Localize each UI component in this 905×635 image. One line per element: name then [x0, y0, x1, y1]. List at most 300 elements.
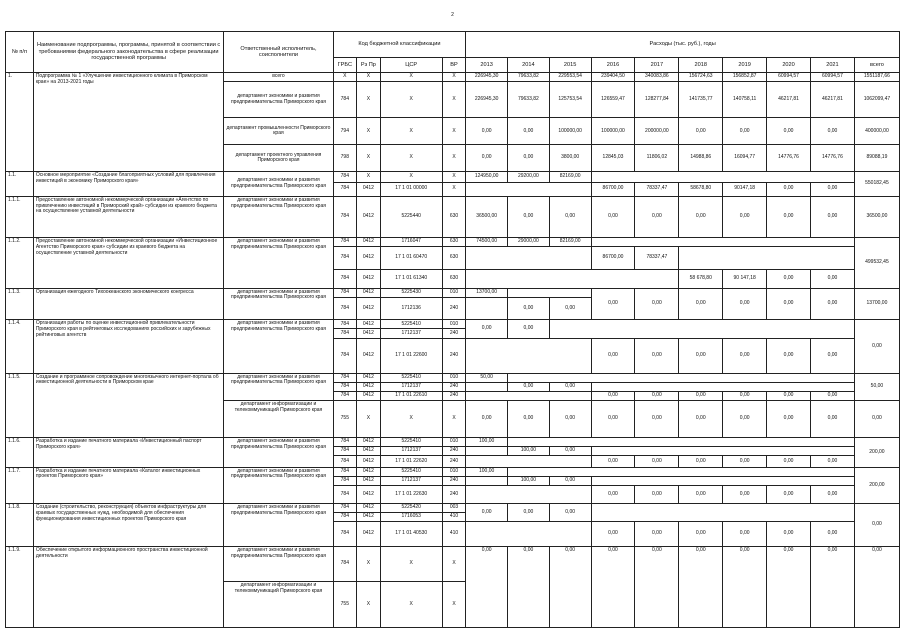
cell-value: 100,00 — [508, 476, 550, 485]
cell-grbs: 784 — [333, 329, 357, 338]
cell-grbs: 784 — [333, 320, 357, 329]
row-num: 1.1.6. — [6, 438, 34, 467]
cell-vr: 410 — [442, 522, 466, 547]
cell-value: 90147,18 — [723, 182, 767, 196]
cell-value: 100000,00 — [591, 118, 635, 145]
cell-value: 0,00 — [810, 456, 854, 467]
cell-value: 0,00 — [679, 400, 723, 437]
cell-rzpr: 0412 — [357, 438, 381, 447]
cell-empty — [466, 485, 591, 504]
cell-empty — [466, 297, 508, 320]
table-row — [6, 547, 900, 582]
row-executor: департамент промышленности Приморского края — [224, 118, 333, 145]
cell-csr: 5225440 — [380, 196, 442, 237]
cell-empty — [466, 247, 591, 270]
cell-vr: 010 — [442, 467, 466, 476]
cell-value: 100,00 — [508, 447, 550, 456]
cell-rzpr: X — [357, 118, 381, 145]
cell-csr: X — [380, 172, 442, 182]
cell-value: 226945,30 — [466, 82, 508, 118]
cell-total: 0,00 — [854, 320, 899, 373]
row-executor: департамент экономики и развития предпринимательства Приморского края — [224, 320, 333, 373]
row-num: 1.1.3. — [6, 288, 34, 320]
cell-csr: 5225410 — [380, 467, 442, 476]
cell-value: 0,00 — [591, 391, 635, 400]
row-num: 1.1.2. — [6, 238, 34, 288]
cell-value: 0,00 — [508, 118, 550, 145]
cell-rzpr: 0412 — [357, 373, 381, 382]
cell-value: 0,00 — [508, 297, 550, 320]
header-year: 2020 — [767, 58, 811, 73]
cell-vr: 240 — [442, 297, 466, 320]
header-year: 2021 — [810, 58, 854, 73]
cell-value: 82169,00 — [549, 238, 591, 247]
cell-rzpr: 0412 — [357, 182, 381, 196]
row-name: Создание (строительство, реконструкция) объектов инфраструктуры для краевых государственных нужд, необходимой для обеспечения функционирования инвестиционных проектов Приморского края — [33, 504, 224, 547]
cell-value: 0,00 — [635, 391, 679, 400]
cell-grbs: 784 — [333, 467, 357, 476]
cell-rzpr: 0412 — [357, 456, 381, 467]
cell-csr: X — [380, 145, 442, 172]
cell-csr: 1712137 — [380, 476, 442, 485]
cell-rzpr: 0412 — [357, 329, 381, 338]
cell-value: 100000,00 — [549, 118, 591, 145]
cell-value: 0,00 — [466, 320, 508, 338]
row-name: Создание и программное сопровождение многоязычного интернет-портала об инвестиционной деятельности в Приморском крае — [33, 373, 224, 438]
cell-empty — [466, 391, 591, 400]
cell-rzpr: 0412 — [357, 288, 381, 297]
row-executor: департамент экономики и развития предпринимательства Приморского края — [224, 373, 333, 400]
cell-total: 550182,45 — [854, 172, 899, 197]
cell-value: 0,00 — [723, 196, 767, 237]
cell-rzpr: 0412 — [357, 196, 381, 237]
cell-csr: 5225410 — [380, 373, 442, 382]
budget-table — [5, 31, 900, 628]
cell-total: 89088,19 — [854, 145, 899, 172]
cell-vr: 240 — [442, 485, 466, 504]
cell-total: 13700,00 — [854, 288, 899, 320]
cell-value: 0,00 — [508, 382, 550, 391]
cell-empty — [549, 320, 854, 338]
cell-value: 0,00 — [635, 547, 679, 628]
cell-grbs: 784 — [333, 456, 357, 467]
cell-value: 0,00 — [635, 288, 679, 320]
cell-value: 0,00 — [767, 118, 811, 145]
cell-vr: 630 — [442, 247, 466, 270]
cell-vr: 240 — [442, 329, 466, 338]
cell-value: 86700,00 — [591, 182, 635, 196]
row-num: 1.1.1. — [6, 196, 34, 237]
cell-grbs: 784 — [333, 504, 357, 513]
cell-csr: X — [380, 118, 442, 145]
table-row — [6, 172, 900, 182]
cell-total: 200,00 — [854, 438, 899, 467]
cell-rzpr: 0412 — [357, 297, 381, 320]
cell-value: 0,00 — [635, 338, 679, 373]
cell-total: 0,00 — [854, 504, 899, 547]
cell-value: 3800,00 — [549, 145, 591, 172]
cell-value: 0,00 — [549, 547, 591, 628]
cell-value: 0,00 — [591, 338, 635, 373]
cell-value: 0,00 — [679, 456, 723, 467]
cell-vr: 630 — [442, 196, 466, 237]
cell-grbs: 784 — [333, 82, 357, 118]
row-executor: департамент экономики и развития предпринимательства Приморского края — [224, 82, 333, 118]
cell-value: 0,00 — [767, 522, 811, 547]
cell-total: 1062099,47 — [854, 82, 899, 118]
cell-value: 36500,00 — [466, 196, 508, 237]
row-executor: всего — [224, 73, 333, 82]
row-executor: департамент экономики и развития предпринимательства Приморского края — [224, 196, 333, 237]
cell-value: 79633,82 — [508, 73, 550, 82]
cell-value: 46217,81 — [767, 82, 811, 118]
cell-value: 78337,47 — [635, 182, 679, 196]
cell-value: 0,00 — [679, 196, 723, 237]
header-name: Наименование подпрограммы, программы, принятой в соответствии с требованиями федерального законодательства в сфере реализации государственной программы — [33, 32, 224, 73]
header-csr: ЦСР — [380, 58, 442, 73]
row-name: Разработка и издание печатного материала «Инвестиционный паспорт Приморского края» — [33, 438, 224, 467]
cell-grbs: 784 — [333, 238, 357, 247]
cell-vr: 240 — [442, 476, 466, 485]
cell-csr: 17 1 01 22620 — [380, 456, 442, 467]
cell-value: 11806,02 — [635, 145, 679, 172]
header-year: 2014 — [508, 58, 550, 73]
cell-value: 126559,47 — [591, 82, 635, 118]
cell-value: 0,00 — [810, 338, 854, 373]
cell-value: 0,00 — [679, 522, 723, 547]
cell-value: 29000,00 — [508, 238, 550, 247]
table-row — [6, 504, 900, 513]
row-executor: департамент экономики и развития предпринимательства Приморского края — [224, 288, 333, 320]
cell-value: 0,00 — [679, 485, 723, 504]
cell-value: 0,00 — [549, 382, 591, 391]
cell-value: 0,00 — [810, 400, 854, 437]
cell-vr: 630 — [442, 270, 466, 289]
cell-value: 16094,77 — [723, 145, 767, 172]
cell-vr: 240 — [442, 391, 466, 400]
cell-grbs: 784 — [333, 513, 357, 522]
cell-value: 0,00 — [508, 504, 550, 522]
cell-empty — [508, 438, 855, 447]
cell-grbs: 784 — [333, 288, 357, 297]
cell-empty — [466, 338, 591, 373]
cell-rzpr: X — [357, 172, 381, 182]
cell-grbs: 784 — [333, 447, 357, 456]
cell-value: 0,00 — [810, 118, 854, 145]
cell-value: 156724,63 — [679, 73, 723, 82]
cell-csr: 17 1 01 61340 — [380, 270, 442, 289]
row-name: Предоставление автономной некоммерческой организации «Инвестиционное Агентство Приморского края» субсидии из краевого бюджета на осуществление уставной деятельности — [33, 238, 224, 288]
row-name: Обеспечение открытого информационного пространства инвестиционной деятельности — [33, 547, 224, 628]
row-num: 1.1. — [6, 172, 34, 197]
cell-value: 0,00 — [767, 456, 811, 467]
cell-csr: 17 1 01 22600 — [380, 338, 442, 373]
cell-grbs: 755 — [333, 582, 357, 628]
cell-grbs: 794 — [333, 118, 357, 145]
cell-value: 46217,81 — [810, 82, 854, 118]
table-row — [6, 288, 900, 297]
cell-value: 60994,57 — [810, 73, 854, 82]
cell-value: 0,00 — [591, 485, 635, 504]
cell-value: 0,00 — [810, 182, 854, 196]
cell-value: 29200,00 — [508, 172, 550, 182]
cell-rzpr: X — [357, 582, 381, 628]
cell-grbs: 784 — [333, 373, 357, 382]
header-grbs: ГРБС — [333, 58, 357, 73]
cell-csr: 17 1 01 00000 — [380, 182, 442, 196]
cell-grbs: 784 — [333, 485, 357, 504]
cell-value: 0,00 — [549, 476, 591, 485]
cell-vr: 010 — [442, 373, 466, 382]
cell-value: 0,00 — [508, 320, 550, 338]
cell-total: 499532,45 — [854, 238, 899, 288]
cell-value: 0,00 — [466, 400, 508, 437]
cell-value: 0,00 — [635, 196, 679, 237]
cell-grbs: 784 — [333, 182, 357, 196]
cell-grbs: 798 — [333, 145, 357, 172]
cell-value: 74500,00 — [466, 238, 508, 247]
cell-vr: X — [442, 82, 466, 118]
cell-csr: 1716047 — [380, 238, 442, 247]
cell-vr: X — [442, 118, 466, 145]
cell-csr: 1712136 — [380, 297, 442, 320]
cell-csr: 17 1 01 22610 — [380, 391, 442, 400]
cell-vr: 630 — [442, 238, 466, 247]
cell-value: 0,00 — [635, 522, 679, 547]
cell-value: 86700,00 — [591, 247, 635, 270]
cell-csr: 1712137 — [380, 447, 442, 456]
cell-value: 0,00 — [466, 145, 508, 172]
row-executor: департамент экономики и развития предпринимательства Приморского края — [224, 467, 333, 504]
cell-value: 0,00 — [810, 391, 854, 400]
cell-value: 156852,87 — [723, 73, 767, 82]
cell-csr: 17 1 01 22630 — [380, 485, 442, 504]
cell-value: 0,00 — [810, 196, 854, 237]
cell-value: 58 678,80 — [679, 270, 723, 289]
header-year: 2019 — [723, 58, 767, 73]
cell-value: 0,00 — [767, 485, 811, 504]
cell-empty — [466, 382, 508, 391]
cell-value: 0,00 — [723, 400, 767, 437]
cell-value: 0,00 — [723, 485, 767, 504]
table-row — [6, 73, 900, 82]
row-num: 1.1.7. — [6, 467, 34, 504]
row-executor: департамент экономики и развития предпринимательства Приморского края — [224, 547, 333, 582]
cell-grbs: 784 — [333, 438, 357, 447]
cell-grbs: 784 — [333, 297, 357, 320]
cell-total: 0,00 — [854, 400, 899, 437]
header-code: Код бюджетной классификации — [333, 32, 466, 58]
cell-grbs: 784 — [333, 382, 357, 391]
cell-value: 58678,80 — [679, 182, 723, 196]
cell-grbs: 784 — [333, 476, 357, 485]
header-year: 2016 — [591, 58, 635, 73]
header-expenses: Расходы (тыс. руб.), годы — [466, 32, 900, 58]
header-executor: Ответственный исполнитель, соисполнители — [224, 32, 333, 73]
cell-value: 128277,84 — [635, 82, 679, 118]
cell-vr: X — [442, 172, 466, 182]
cell-grbs: 784 — [333, 172, 357, 182]
cell-grbs: 784 — [333, 522, 357, 547]
cell-grbs: X — [333, 73, 357, 82]
cell-value: 0,00 — [767, 196, 811, 237]
cell-value: 0,00 — [591, 522, 635, 547]
cell-value: 0,00 — [723, 338, 767, 373]
cell-rzpr: 0412 — [357, 238, 381, 247]
row-executor: департамент экономики и развития предпринимательства Приморского края — [224, 238, 333, 288]
cell-csr: X — [380, 400, 442, 437]
cell-value: 0,00 — [810, 547, 854, 628]
cell-value: 226945,30 — [466, 73, 508, 82]
row-executor: департамент экономики и развития предпринимательства Приморского края — [224, 172, 333, 197]
cell-rzpr: 0412 — [357, 391, 381, 400]
cell-value: 0,00 — [591, 196, 635, 237]
cell-csr: 1716053 — [380, 513, 442, 522]
cell-vr: X — [442, 182, 466, 196]
cell-value: 0,00 — [466, 118, 508, 145]
cell-vr: X — [442, 145, 466, 172]
cell-value: 0,00 — [591, 456, 635, 467]
cell-value: 140758,11 — [723, 82, 767, 118]
cell-value: 79633,82 — [508, 82, 550, 118]
cell-vr: 240 — [442, 447, 466, 456]
cell-empty — [591, 447, 854, 456]
row-num: 1.1.5. — [6, 373, 34, 438]
cell-csr: X — [380, 73, 442, 82]
cell-value: 0,00 — [591, 547, 635, 628]
cell-empty — [591, 476, 854, 485]
table-row — [6, 438, 900, 447]
cell-value: 124950,00 — [466, 172, 508, 182]
cell-grbs: 784 — [333, 547, 357, 582]
table-row — [6, 238, 900, 247]
cell-value: 0,00 — [810, 288, 854, 320]
row-name: Организация работы по оценке инвестиционной привлекательности Приморского края в рейтинговых исследованиях российских и зарубежных рейтинговых агентств — [33, 320, 224, 373]
cell-vr: 010 — [442, 438, 466, 447]
cell-empty — [591, 382, 854, 391]
cell-csr: X — [380, 82, 442, 118]
header-year: 2015 — [549, 58, 591, 73]
cell-value: 50,00 — [466, 373, 508, 382]
cell-value: 100,00 — [466, 467, 508, 476]
cell-rzpr: 0412 — [357, 447, 381, 456]
cell-value: 0,00 — [679, 391, 723, 400]
cell-value: 239404,50 — [591, 73, 635, 82]
row-num: 1.1.4. — [6, 320, 34, 373]
cell-empty — [466, 270, 679, 289]
cell-value: 229553,54 — [549, 73, 591, 82]
row-name: Основное мероприятие «Создание благоприятных условий для привлечения инвестиций в экономику Приморского края» — [33, 172, 224, 197]
cell-value: 0,00 — [508, 145, 550, 172]
cell-empty — [508, 373, 855, 382]
table-row — [6, 467, 900, 476]
cell-vr: 010 — [442, 320, 466, 329]
cell-rzpr: 0412 — [357, 467, 381, 476]
cell-value: 0,00 — [767, 391, 811, 400]
row-executor: департамент экономики и развития предпринимательства Приморского края — [224, 438, 333, 467]
cell-value: 0,00 — [591, 400, 635, 437]
cell-value: 0,00 — [549, 504, 591, 522]
cell-total: 0,00 — [854, 547, 899, 628]
cell-rzpr: X — [357, 73, 381, 82]
row-name: Предоставление автономной некоммерческой организации «Агентство по привлечению инвестиций в Приморский край» субсидии из краевого бюджета на осуществление уставной деятельности — [33, 196, 224, 237]
cell-value: 0,00 — [767, 288, 811, 320]
row-name: Организация ежегодного Тихоокеанского экономического конгресса — [33, 288, 224, 320]
cell-value: 0,00 — [635, 456, 679, 467]
cell-rzpr: 0412 — [357, 247, 381, 270]
cell-total: 200,00 — [854, 467, 899, 504]
cell-total: 1551187,66 — [854, 73, 899, 82]
cell-total: 400000,00 — [854, 118, 899, 145]
cell-value: 60994,57 — [767, 73, 811, 82]
cell-empty — [466, 522, 591, 547]
cell-empty — [466, 182, 591, 196]
cell-empty — [591, 504, 854, 522]
cell-rzpr: 0412 — [357, 320, 381, 329]
cell-value: 0,00 — [635, 485, 679, 504]
cell-value: 12845,03 — [591, 145, 635, 172]
cell-rzpr: X — [357, 82, 381, 118]
cell-csr: X — [380, 582, 442, 628]
cell-vr: X — [442, 582, 466, 628]
cell-value: 0,00 — [679, 118, 723, 145]
table-row — [6, 196, 900, 237]
cell-rzpr: 0412 — [357, 476, 381, 485]
cell-csr: 1712137 — [380, 382, 442, 391]
header-total: всего — [854, 58, 899, 73]
cell-value: 90 147,18 — [723, 270, 767, 289]
cell-value: 0,00 — [767, 270, 811, 289]
cell-value: 200000,00 — [635, 118, 679, 145]
row-executor: департамент проектного управления Приморского края — [224, 145, 333, 172]
cell-value: 78337,47 — [635, 247, 679, 270]
cell-value: 0,00 — [767, 338, 811, 373]
cell-empty — [466, 447, 508, 456]
cell-value: 82169,00 — [549, 172, 591, 182]
cell-rzpr: 0412 — [357, 485, 381, 504]
cell-value: 0,00 — [767, 547, 811, 628]
cell-value: 0,00 — [508, 400, 550, 437]
cell-value: 0,00 — [679, 547, 723, 628]
cell-empty — [466, 456, 591, 467]
cell-value: 14776,76 — [810, 145, 854, 172]
cell-csr: 5225410 — [380, 320, 442, 329]
cell-value: 0,00 — [723, 547, 767, 628]
header-year: 2017 — [635, 58, 679, 73]
cell-value: 0,00 — [810, 270, 854, 289]
cell-value: 0,00 — [723, 522, 767, 547]
cell-grbs: 755 — [333, 400, 357, 437]
cell-value: 0,00 — [810, 485, 854, 504]
cell-csr: 1712137 — [380, 329, 442, 338]
cell-rzpr: 0412 — [357, 513, 381, 522]
table-row — [6, 373, 900, 382]
cell-grbs: 784 — [333, 196, 357, 237]
row-executor: департамент информатизации и телекоммуникаций Приморского края — [224, 400, 333, 437]
cell-rzpr: X — [357, 400, 381, 437]
cell-csr: 17 1 01 60470 — [380, 247, 442, 270]
cell-value: 14988,86 — [679, 145, 723, 172]
cell-rzpr: X — [357, 547, 381, 582]
table-row — [6, 320, 900, 329]
cell-csr: 5225410 — [380, 438, 442, 447]
cell-csr: 17 1 01 40530 — [380, 522, 442, 547]
cell-rzpr: 0412 — [357, 504, 381, 513]
cell-value: 14776,76 — [767, 145, 811, 172]
cell-rzpr: X — [357, 145, 381, 172]
cell-value: 0,00 — [549, 400, 591, 437]
cell-grbs: 784 — [333, 270, 357, 289]
